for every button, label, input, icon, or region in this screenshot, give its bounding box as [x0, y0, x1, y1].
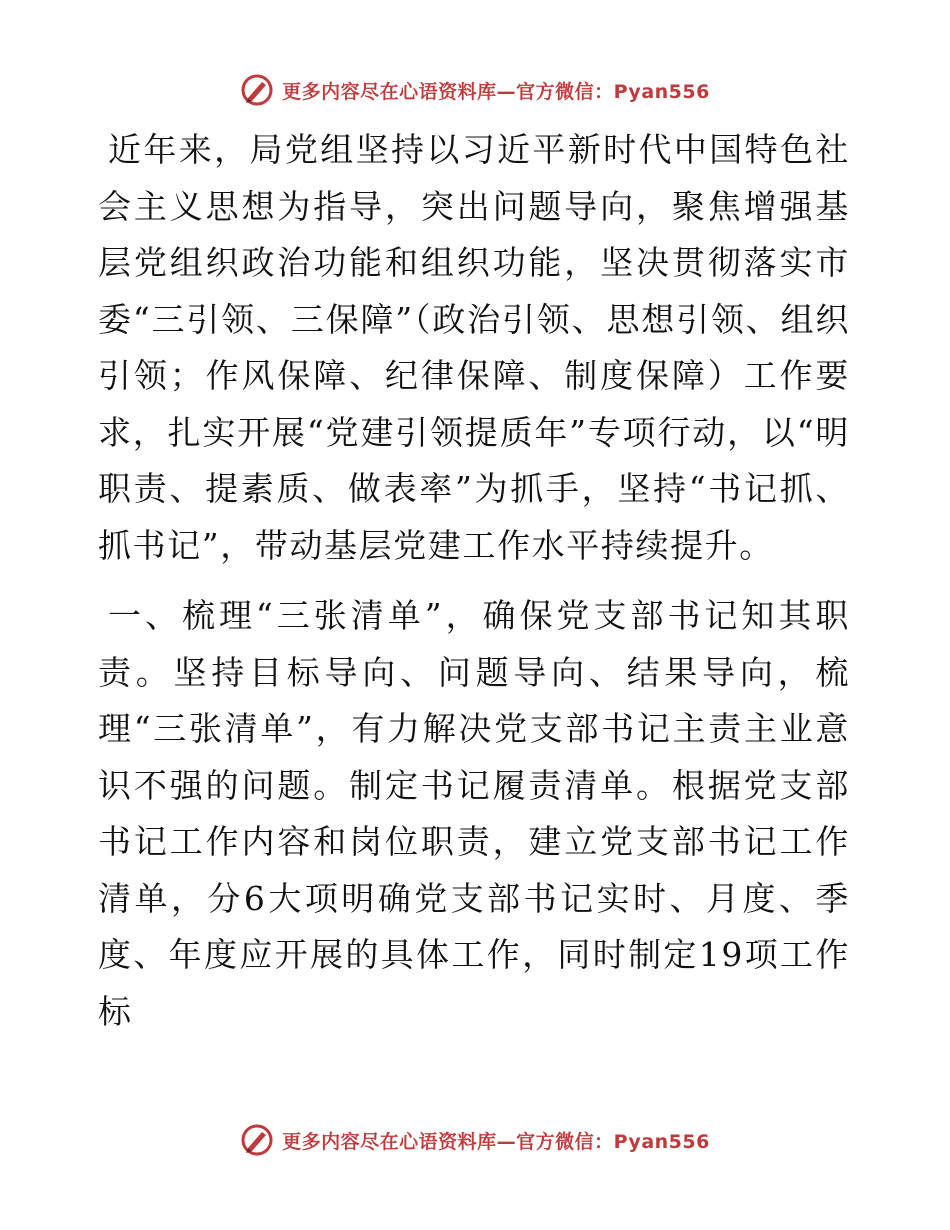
- footer-watermark-banner: [0, 1120, 950, 1160]
- section-one-paragraph: 一、梳理“三张清单”，确保党支部书记知其职责。坚持目标导向、问题导向、结果导向，梳理“三张清单”，有力解决党支部书记主责主业意识不强的问题。制定书记履责清单。根据党支部书记工作内容和岗位职责，建立党支部书记工作清单，分6大项明确党支部书记实时、月度、季度、年度应开展的具体工作，同时制定19项工作标: [98, 596, 850, 1031]
- header-watermark-text: 更多内容尽在心语资料库—官方微信：Pyan556: [282, 80, 710, 103]
- footer-watermark-text: 更多内容尽在心语资料库—官方微信：Pyan556: [282, 1130, 710, 1153]
- intro-paragraph: 近年来，局党组坚持以习近平新时代中国特色社会主义思想为指导，突出问题导向，聚焦增强基层党组织政治功能和组织功能，坚决贯彻落实市委“三引领、三保障”（政治引领、思想引领、组织引领；作风保障、纪律保障、制度保障）工作要求，扎实开展“党建引领提质年”专项行动，以“明职责、提素质、做表率”为抓手，坚持“书记抓、抓书记”，带动基层党建工作水平持续提升。: [98, 130, 850, 565]
- pen-logo-icon: [240, 1123, 274, 1157]
- document-body: [98, 122, 850, 1040]
- pen-logo-icon: [240, 73, 274, 107]
- header-watermark-banner: [0, 70, 950, 110]
